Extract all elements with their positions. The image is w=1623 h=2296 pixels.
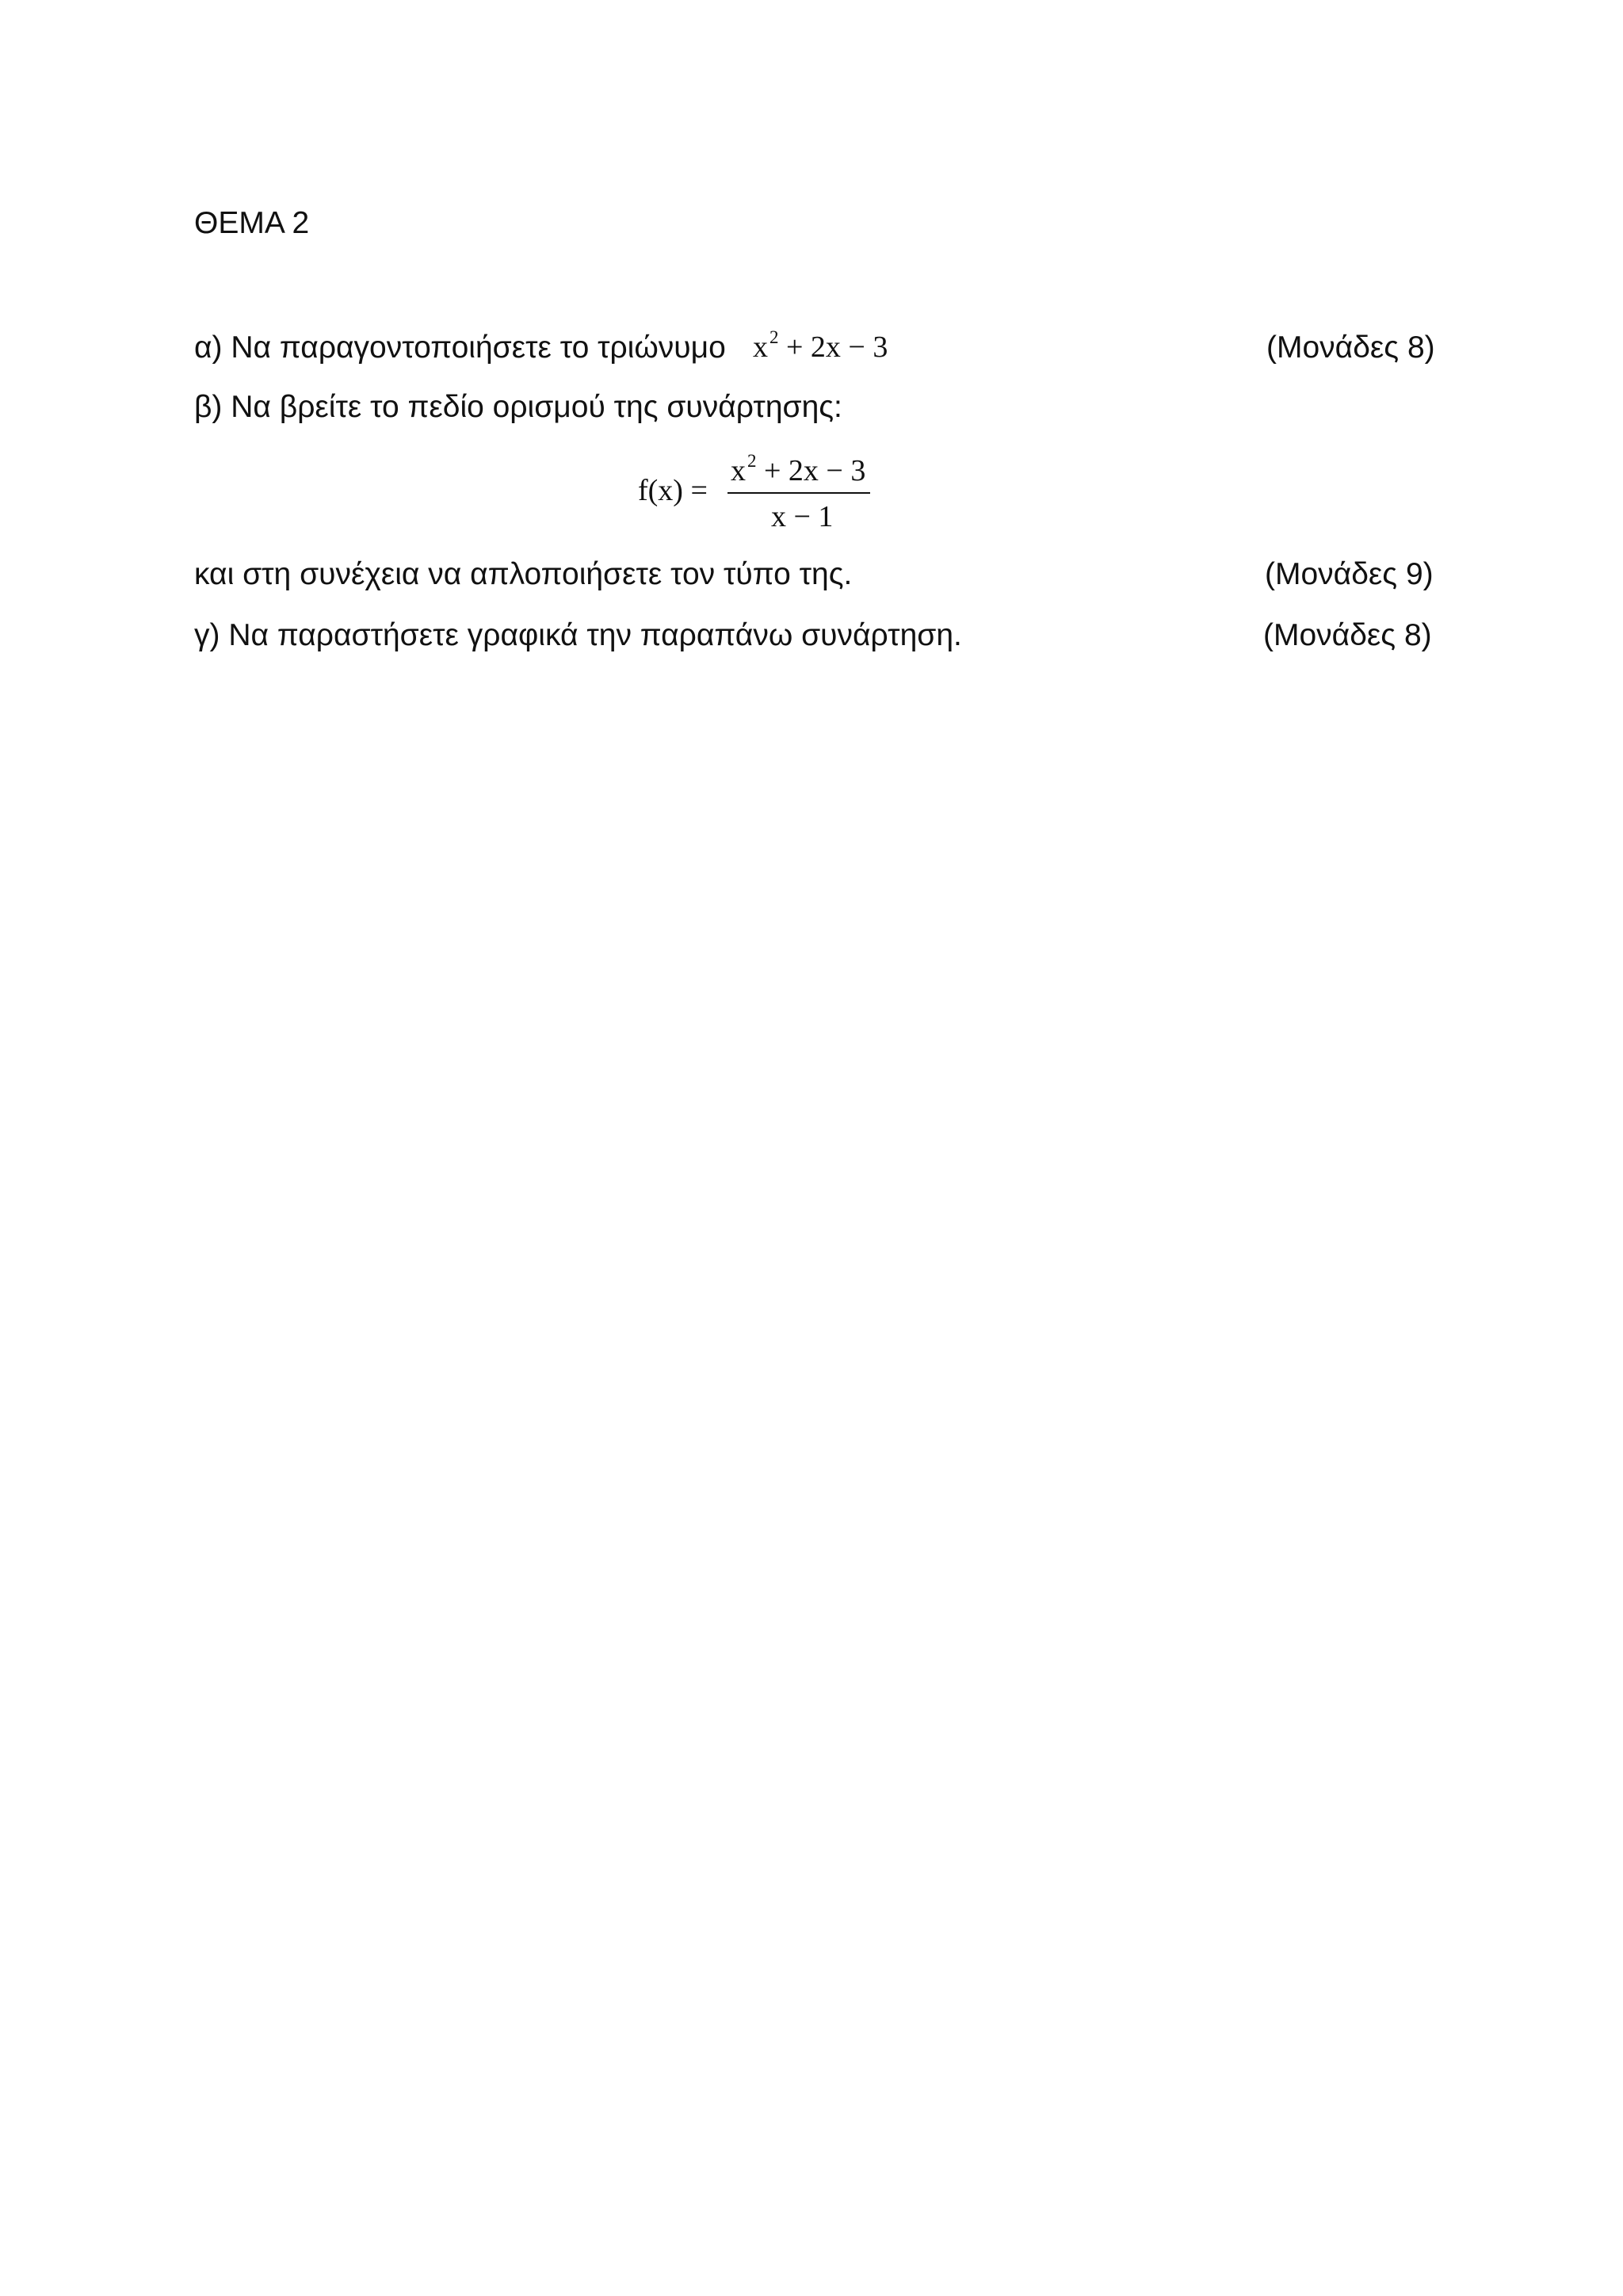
fraction-bar bbox=[727, 492, 870, 494]
part-a-expr-base: x bbox=[753, 330, 768, 364]
part-a-expr-rest: + 2x − 3 bbox=[786, 330, 888, 364]
part-b-text: β) Να βρείτε το πεδίο ορισμού της συνάρτησης: bbox=[194, 390, 842, 424]
page-heading: ΘΕΜΑ 2 bbox=[194, 206, 310, 240]
numerator-exponent: 2 bbox=[747, 451, 757, 471]
part-b-points: (Μονάδες 9) bbox=[1265, 557, 1434, 591]
fraction-denominator: x − 1 bbox=[771, 500, 834, 533]
fraction-numerator bbox=[731, 451, 866, 487]
part-a-points: (Μονάδες 8) bbox=[1266, 330, 1435, 365]
part-c-text: γ) Να παραστήσετε γραφικά την παραπάνω συνάρτηση. bbox=[194, 618, 962, 652]
part-c-points: (Μονάδες 8) bbox=[1263, 618, 1432, 652]
part-a-expr-exponent: 2 bbox=[769, 327, 779, 347]
part-a-text: α) Να παραγοντοποιήσετε το τριώνυμο bbox=[194, 330, 726, 365]
numerator-rest: + 2x − 3 bbox=[764, 454, 866, 487]
numerator-base: x bbox=[731, 454, 746, 487]
function-lhs: f(x) = bbox=[638, 474, 708, 507]
part-a-expression bbox=[753, 327, 888, 364]
part-b-continuation: και στη συνέχεια να απλοποιήσετε τον τύπο της. bbox=[194, 557, 853, 591]
